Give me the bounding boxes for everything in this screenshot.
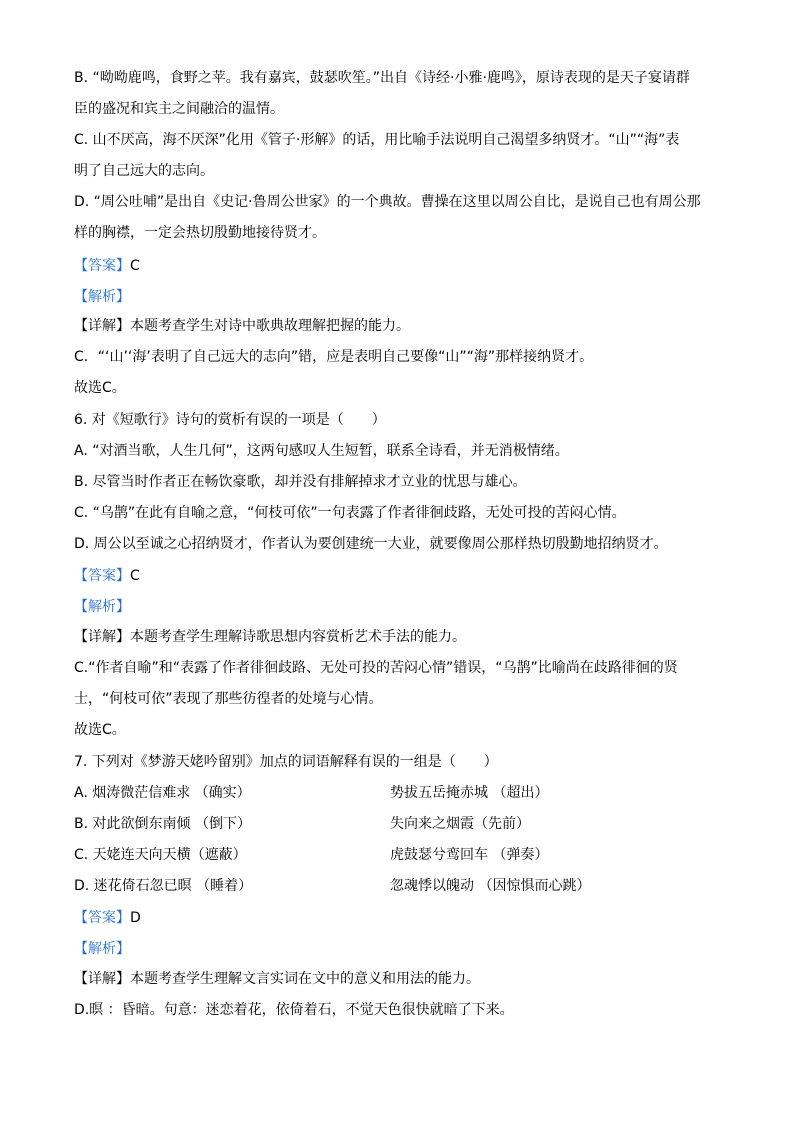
q7-option-row: [74, 783, 724, 803]
q7-option-b-left: B. 对此欲倒东南倾 （倒下）: [74, 816, 251, 832]
analysis-tag: 【解析】: [74, 599, 130, 615]
q7-option-row: [74, 876, 724, 896]
q7-option-b-right: 失向来之烟霞（先前）: [390, 816, 530, 832]
q5-conclusion: 故选C。: [74, 380, 126, 396]
q5-option-d-line2: 样的胸襟，一定会热切殷勤地接待贤才。: [74, 225, 326, 241]
q6-option-a: A. “对酒当歌，人生几何”，这两句感叹人生短暂，联系全诗看，并无消极情绪。: [74, 443, 569, 459]
q7-explain: D.暝 ：昏暗。句意：迷恋着花，依倚着石，不觉天色很快就暗了下来。: [74, 1002, 514, 1018]
q7-option-c-left: C. 天姥连天向天横（遮蔽）: [74, 847, 247, 863]
analysis-tag: 【解析】: [74, 289, 130, 305]
q7-option-d-right: 忽魂悸以魄动 （因惊惧而心跳）: [390, 878, 591, 894]
q5-analysis-tag: [74, 287, 724, 307]
answer-value: C: [130, 568, 140, 584]
q6-option-b: B. 尽管当时作者正在畅饮豪歌，却并没有排解掉求才立业的忧思与雄心。: [74, 474, 527, 490]
detail-tag: 【详解】: [74, 318, 130, 334]
detail-tag: 【详解】: [74, 629, 130, 645]
q7-stem: 7. 下列对《梦游天姥吟留别》加点的词语解释有误的一组是（ ）: [74, 754, 498, 770]
q6-option-c: C. “乌鹊”在此有自喻之意，“何枝可依”一句表露了作者徘徊歧路，无处可投的苦闷心情。: [74, 505, 626, 521]
answer-tag: 【答案】: [74, 910, 130, 926]
detail-text: 本题考查学生对诗中歌典故理解把握的能力。: [130, 318, 410, 334]
q6-explain-line2: 士，“何枝可依”表现了那些彷徨者的处境与心情。: [74, 691, 383, 707]
q6-option-d: D. 周公以至诚之心招纳贤才，作者认为要创建统一大业，就要像周公那样热切殷勤地招纳贤才。: [74, 536, 668, 552]
q7-answer: [74, 908, 724, 928]
q5-answer: [74, 256, 724, 276]
q5-option-c-line2: 明了自己远大的志向。: [74, 163, 214, 179]
detail-text: 本题考查学生理解诗歌思想内容赏析艺术手法的能力。: [130, 629, 466, 645]
q5-detail: [74, 316, 724, 336]
q7-option-row: [74, 814, 724, 834]
q7-detail: [74, 969, 724, 989]
answer-value: D: [130, 910, 141, 926]
q6-detail: [74, 627, 724, 647]
q5-option-b-line1: B. “呦呦鹿鸣，食野之苹。我有嘉宾，鼓瑟吹笙。”出自《诗经·小雅·鹿鸣》，原诗表现的是天子宴请群: [74, 70, 690, 86]
q7-option-c-right: 虎鼓瑟兮鸾回车 （弹奏）: [390, 847, 549, 863]
q5-option-b-line2: 臣的盛况和宾主之间融洽的温情。: [74, 101, 284, 117]
q6-stem: 6. 对《短歌行》诗句的赏析有误的一项是（ ）: [74, 412, 386, 428]
q5-explain: C．“‘山’‘海’表明了自己远大的志向”错，应是表明自己要像“山”“海”那样接纳贤才。: [74, 349, 594, 365]
q7-option-d-left: D. 迷花倚石忽已暝 （睡着）: [74, 878, 253, 894]
q6-answer: [74, 566, 724, 586]
q7-option-a-left: A. 烟涛微茫信难求 （确实）: [74, 785, 251, 801]
analysis-tag: 【解析】: [74, 941, 130, 957]
q6-analysis-tag: [74, 597, 724, 617]
detail-tag: 【详解】: [74, 971, 130, 987]
q5-option-c-line1: C. 山不厌高，海不厌深”化用《管子·形解》的话，用比喻手法说明自己渴望多纳贤才。“山”“海”表: [74, 132, 680, 148]
q6-conclusion: 故选C。: [74, 722, 126, 738]
q7-option-row: [74, 845, 724, 865]
q6-explain-line1: C.“作者自喻”和“表露了作者徘徊歧路、无处可投的苦闷心情”错误，“乌鹊”比喻尚在歧路徘徊的贤: [74, 660, 678, 676]
q5-option-d-line1: D. “周公吐哺”是出自《史记·鲁周公世家》的一个典故。曹操在这里以周公自比，是说自己也有周公那: [74, 194, 701, 210]
q7-option-a-right: 势拔五岳掩赤城 （超出）: [390, 785, 549, 801]
answer-tag: 【答案】: [74, 258, 130, 274]
answer-tag: 【答案】: [74, 568, 130, 584]
answer-value: C: [130, 258, 140, 274]
q7-analysis-tag: [74, 939, 724, 959]
detail-text: 本题考查学生理解文言实词在文中的意义和用法的能力。: [130, 971, 480, 987]
